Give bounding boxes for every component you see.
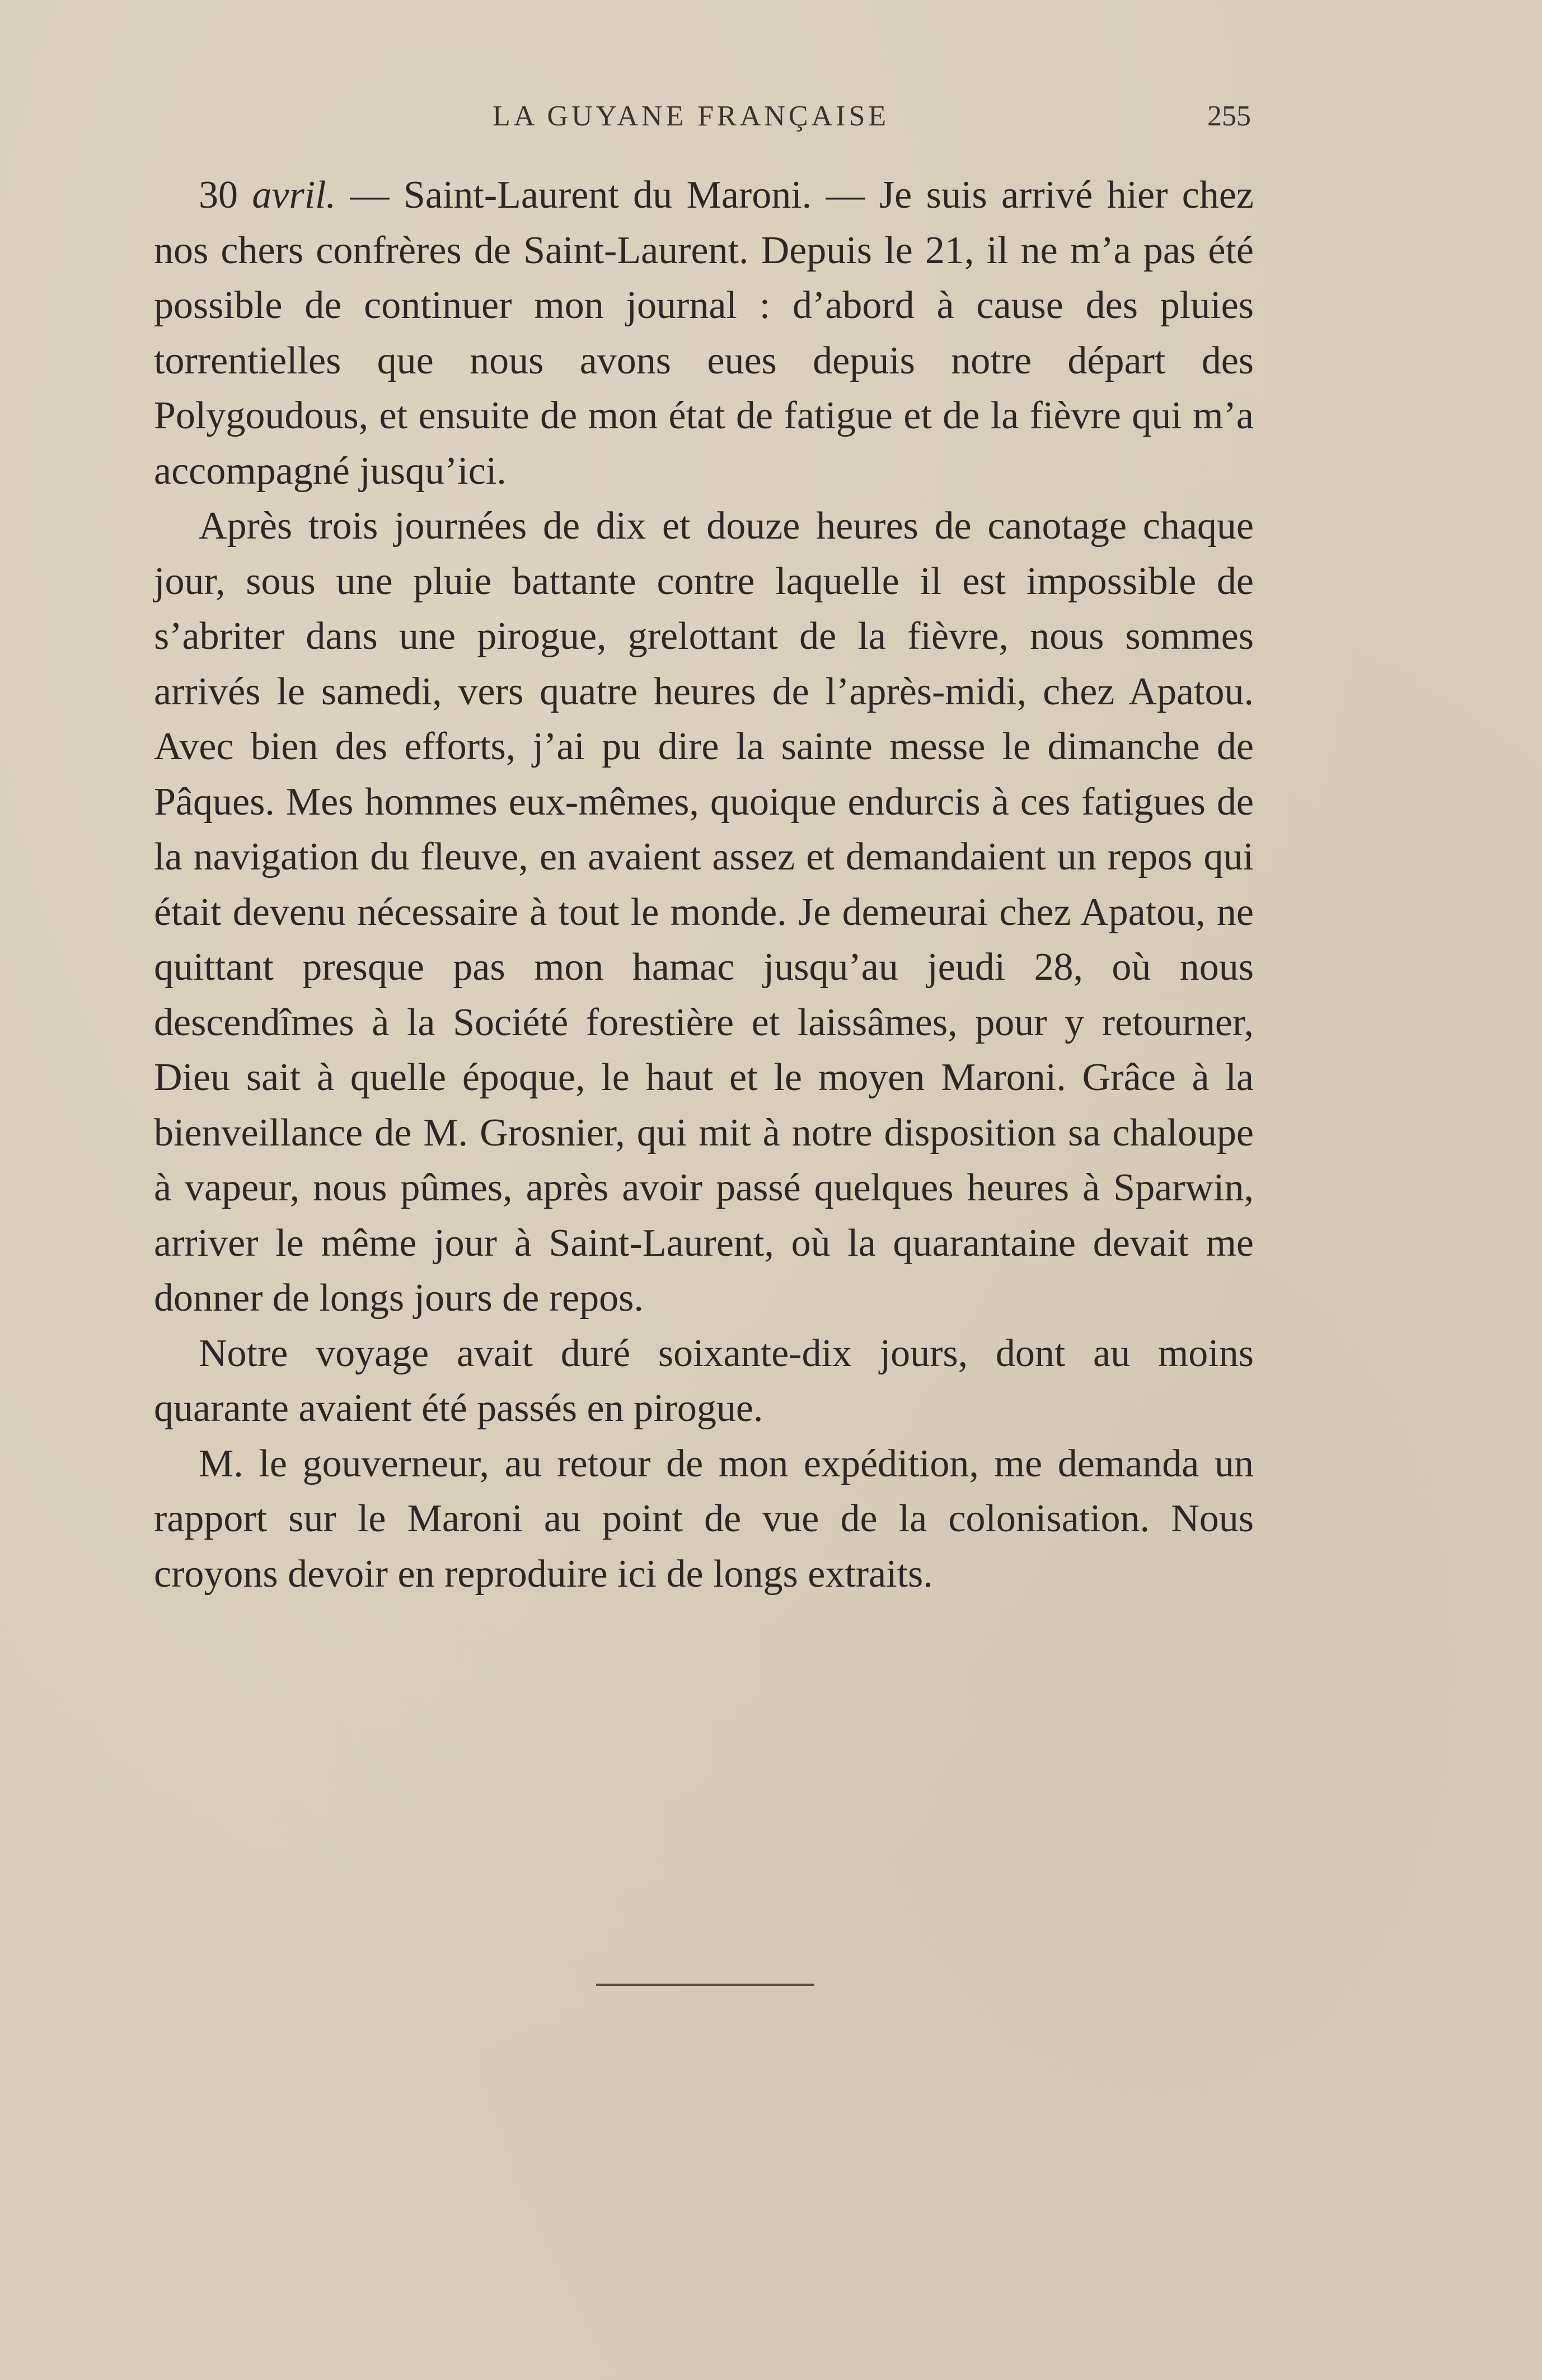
paragraph-journal-entry [154, 168, 1254, 499]
entry-month: avril. [252, 174, 336, 217]
running-title: LA GUYANE FRANÇAISE [493, 100, 890, 132]
paragraph-journey-account: Après trois journées de dix et douze heures de canotage chaque jour, sous une pluie battante contre laquelle il est impossible de s’abriter dans une pirogue, grelottant de la fièvre, nous sommes arrivés le samedi, vers quatre heures de l’après-midi, chez Apatou. Avec bien des efforts, j’ai pu dire la sainte messe le dimanche de Pâques. Mes hommes eux-mêmes, quoique endurcis à ces fatigues de la navigation du fleuve, en avaient assez et demandaient un repos qui était devenu nécessaire à tout le monde. Je demeurai chez Apatou, ne quittant presque pas mon hamac jusqu’au jeudi 28, où nous descendîmes à la Société forestière et laissâmes, pour y retourner, Dieu sait à quelle époque, le haut et le moyen Maroni. Grâce à la bienveillance de M. Grosnier, qui mit à notre disposition sa chaloupe à vapeur, nous pûmes, après avoir passé quelques heures à Sparwin, arriver le même jour à Saint-Laurent, où la quarantaine devait me donner de longs jours de repos. [154, 504, 1254, 1320]
body-text [154, 168, 1254, 1602]
paragraph-text: — Saint-Laurent du Maroni. — Je suis arrivé hier chez nos chers confrères de Saint-Laurent. Depuis le 21, il ne m’a pas été possible de continuer mon journal : d’abord à cause des pluies torrentielles que nous avons eues depuis notre départ des Polygoudous, et ensuite de mon état de fatigue et de la fièvre qui m’a accompagné jusqu’ici. [154, 174, 1254, 493]
paragraph-governor-report: M. le gouverneur, au retour de mon expédition, me demanda un rapport sur le Maroni au point de vue de la colonisation. Nous croyons devoir en reproduire ici de longs extraits. [154, 1442, 1254, 1596]
section-divider-rule [596, 1984, 814, 1986]
paragraph-voyage-duration: Notre voyage avait duré soixante-dix jours, dont au moins quarante avaient été passés en pirogue. [154, 1331, 1254, 1430]
running-head [154, 100, 1251, 144]
page-number: 255 [1207, 100, 1251, 132]
entry-day: 30 [199, 174, 238, 217]
